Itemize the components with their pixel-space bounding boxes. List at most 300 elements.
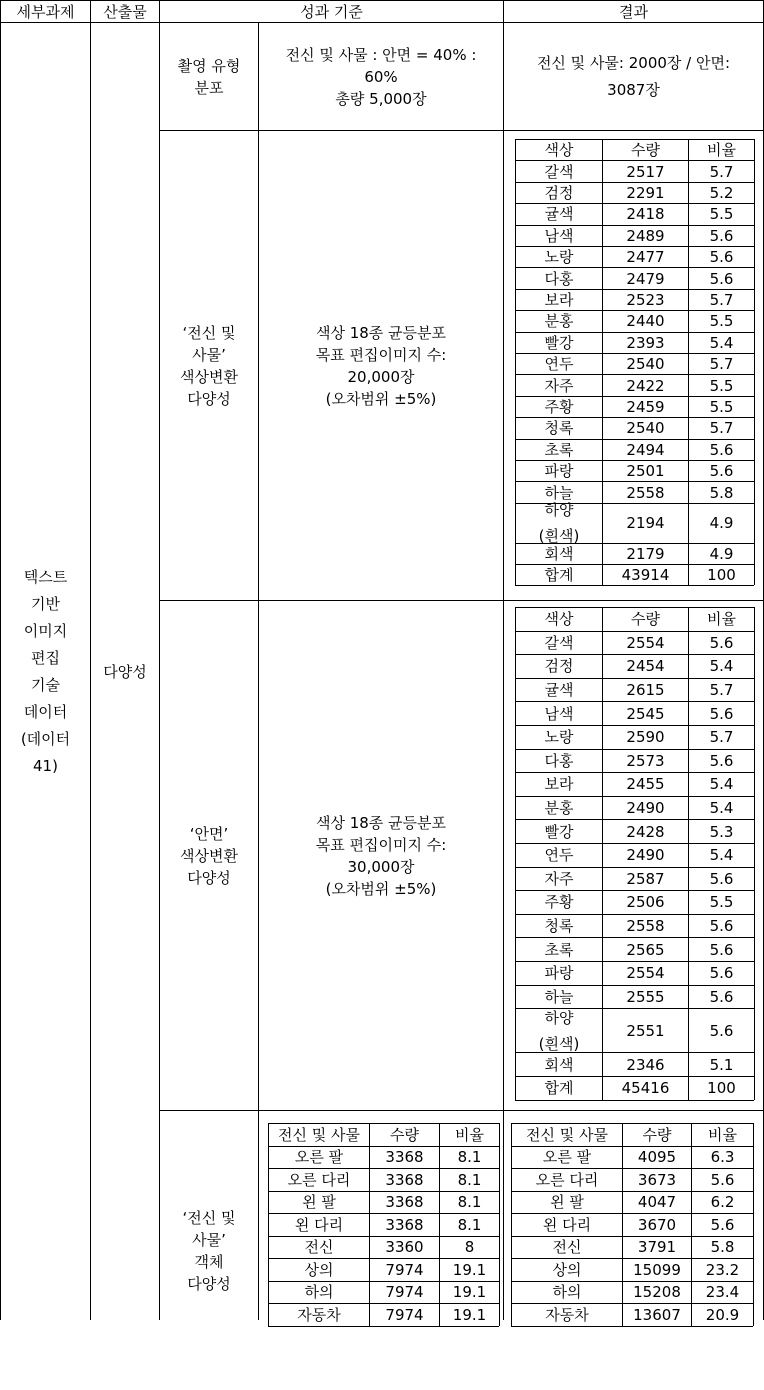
item-line: 사물’: [192, 1230, 226, 1249]
table-cell: [512, 1192, 622, 1214]
table-cell: [440, 1214, 499, 1236]
header-task: 세부과제: [16, 3, 75, 21]
cell-text: 43914: [621, 566, 670, 585]
task-line: (데이터: [20, 729, 71, 748]
table-cell: [689, 375, 754, 395]
table-cell: [516, 655, 602, 678]
cell-text: 5.6: [709, 269, 734, 288]
table-cell: [370, 1282, 439, 1304]
task-line: 이미지: [23, 621, 68, 640]
cell-text: 2459: [626, 397, 665, 416]
row1-result: [504, 23, 763, 130]
item-line: 객체: [194, 1252, 224, 1271]
table-cell: [603, 418, 688, 438]
table-cell: [692, 1237, 753, 1259]
table-cell: [603, 247, 688, 267]
cell-text: 갈색: [544, 633, 574, 652]
criteria-line: (오차범위 ±5%): [325, 879, 437, 898]
table-cell: [370, 1214, 439, 1236]
cell-text: 5.4: [709, 799, 734, 818]
table-cell: [516, 1077, 602, 1100]
table-cell: [516, 820, 602, 843]
table-cell: [689, 938, 754, 961]
table-cell: [689, 461, 754, 481]
cell-text: 2194: [626, 514, 665, 533]
cell-text: 상의: [552, 1260, 582, 1279]
cell-text: 색상: [544, 610, 574, 629]
table-cell: [623, 1214, 691, 1236]
table-cell: [603, 482, 688, 502]
cell-text: 오른 팔: [542, 1148, 592, 1167]
cell-text: 7974: [385, 1260, 424, 1279]
cell-text: 4.9: [709, 514, 734, 533]
task-line: 데이터: [23, 702, 68, 721]
cell-text: 2490: [626, 846, 665, 865]
cell-text: 초록: [544, 440, 574, 459]
cell-text: 5.6: [709, 704, 734, 723]
cell-text: 노랑: [544, 728, 574, 747]
table-cell: [689, 311, 754, 331]
cell-text: 13607: [633, 1305, 681, 1324]
table-cell: [603, 565, 688, 585]
color-table-body: [515, 139, 754, 585]
cell-text: 3368: [385, 1193, 424, 1212]
table-cell: [440, 1237, 499, 1259]
table-cell: [603, 311, 688, 331]
criteria-line: 목표 편집이미지 수:: [315, 345, 447, 364]
item-line: 다양성: [187, 868, 231, 887]
item-line: 다양성: [187, 389, 231, 408]
cell-text: 하양: [544, 501, 574, 520]
cell-text: 5.7: [709, 162, 734, 181]
cell-text: 전신: [552, 1238, 582, 1257]
cell-text: 3368: [385, 1148, 424, 1167]
table-cell: [516, 418, 602, 438]
cell-text: 6.2: [710, 1193, 735, 1212]
cell-text: 5.7: [709, 290, 734, 309]
table-cell: [692, 1147, 753, 1169]
table-cell: [512, 1169, 622, 1191]
table-cell: [689, 962, 754, 985]
table-cell: [603, 726, 688, 749]
table-cell: [623, 1304, 691, 1326]
table-header-cell: [370, 1124, 439, 1146]
cell-text: 5.8: [709, 483, 734, 502]
table-cell: [689, 183, 754, 203]
table-header-cell: [689, 608, 754, 631]
table-cell: [689, 655, 754, 678]
cell-text: 5.7: [709, 728, 734, 747]
table-cell: [689, 986, 754, 1009]
table-cell: [516, 311, 602, 331]
table-cell: [516, 891, 602, 914]
table-cell: [370, 1259, 439, 1281]
table-cell: [269, 1169, 369, 1191]
table-cell: [269, 1304, 369, 1326]
table-header-cell: [516, 140, 602, 160]
grid-line: [511, 1326, 753, 1327]
table-cell: [692, 1259, 753, 1281]
table-cell: [689, 891, 754, 914]
cell-text: 2523: [626, 290, 665, 309]
table-cell: [516, 632, 602, 655]
object-target-table: [268, 1123, 499, 1326]
cell-text: 5.6: [710, 1170, 735, 1189]
cell-text: 수량: [631, 610, 660, 629]
table-cell: [689, 679, 754, 702]
cell-text: 4.9: [709, 544, 734, 563]
grid-line: [753, 1123, 754, 1326]
cell-text: 5.7: [709, 355, 734, 374]
table-cell: [512, 1304, 622, 1326]
cell-text: 5.6: [709, 987, 734, 1006]
cell-text: 하늘: [544, 483, 574, 502]
table-cell: [689, 915, 754, 938]
table-cell: [516, 868, 602, 891]
table-cell: [692, 1304, 753, 1326]
table-cell: [512, 1237, 622, 1259]
table-cell: [516, 773, 602, 796]
table-cell: [516, 204, 602, 224]
table-cell: [603, 375, 688, 395]
cell-text: 파랑: [544, 462, 574, 481]
table-header-cell: [692, 1124, 753, 1146]
table-cell: [689, 565, 754, 585]
table-cell: [603, 797, 688, 820]
cell-text: 7974: [385, 1305, 424, 1324]
cell-text: 5.7: [709, 681, 734, 700]
item-line: 색상변환: [180, 846, 238, 865]
table-cell: [689, 1009, 754, 1052]
cell-text: 3360: [385, 1238, 424, 1257]
cell-text: 5.4: [709, 775, 734, 794]
table-cell: [516, 565, 602, 585]
cell-text: 100: [707, 566, 736, 585]
table-cell: [603, 544, 688, 564]
task-name: [1, 23, 90, 1320]
cell-text: 5.4: [709, 333, 734, 352]
cell-text: 2555: [626, 987, 665, 1006]
table-cell: [516, 844, 602, 867]
cell-text: 5.5: [709, 893, 734, 912]
item-line: ‘전신 및: [182, 1208, 236, 1227]
cell-text: 회색: [544, 544, 574, 563]
cell-text: 2554: [626, 633, 665, 652]
table-cell: [516, 461, 602, 481]
cell-text: 2501: [626, 462, 665, 481]
cell-text: 2489: [626, 226, 665, 245]
cell-text: 2428: [626, 822, 665, 841]
cell-text: 오른 팔: [294, 1148, 344, 1167]
table-cell: [603, 679, 688, 702]
table-cell: [689, 482, 754, 502]
table-cell: [603, 820, 688, 843]
cell-text: 자동차: [545, 1305, 589, 1324]
row2-criteria: [259, 131, 503, 600]
table-cell: [603, 333, 688, 353]
table-cell: [370, 1237, 439, 1259]
cell-text: 2455: [626, 775, 665, 794]
header-criteria: 성과 기준: [300, 3, 363, 21]
table-cell: [603, 226, 688, 246]
table-cell: [370, 1147, 439, 1169]
table-cell: [603, 183, 688, 203]
color-table-face: [515, 607, 754, 1100]
cell-text: 2506: [626, 893, 665, 912]
cell-text: 빨강: [544, 333, 574, 352]
table-header-cell: [603, 140, 688, 160]
cell-text: 다홍: [544, 269, 574, 288]
table-cell: [603, 702, 688, 725]
cell-text: 하늘: [544, 987, 574, 1006]
table-cell: [689, 820, 754, 843]
cell-text: 5.6: [709, 462, 734, 481]
cell-text: 왼 다리: [542, 1215, 592, 1234]
cell-text: 5.5: [709, 397, 734, 416]
item-line: ‘전신 및: [182, 323, 236, 342]
table-cell: [689, 333, 754, 353]
table-cell: [603, 461, 688, 481]
table-cell: [440, 1192, 499, 1214]
table-cell: [689, 797, 754, 820]
table-cell: [689, 397, 754, 417]
cell-text: 5.6: [709, 440, 734, 459]
cell-text: 23.2: [705, 1260, 740, 1279]
criteria-line: 색상 18종 균등분포: [315, 323, 447, 342]
grid-line: [754, 139, 755, 585]
grid-line: [268, 1326, 499, 1327]
cell-text: 귤색: [544, 205, 574, 224]
cell-text: 2540: [626, 419, 665, 438]
table-cell: [516, 726, 602, 749]
cell-text: 자주: [544, 376, 574, 395]
table-header-cell: [603, 608, 688, 631]
table-cell: [516, 161, 602, 181]
cell-text: 2615: [626, 681, 665, 700]
cell-text: 회색: [544, 1055, 574, 1074]
cell-text: 15099: [633, 1260, 681, 1279]
cell-text: 5.4: [709, 657, 734, 676]
table-cell: [603, 504, 688, 543]
cell-text: 15208: [633, 1283, 681, 1302]
cell-text: 검정: [544, 183, 574, 202]
table-cell: [623, 1259, 691, 1281]
cell-text: 5.6: [709, 964, 734, 983]
cell-text: 5.6: [709, 869, 734, 888]
table-cell: [689, 1053, 754, 1076]
cell-text: 검정: [544, 657, 574, 676]
table-cell: [603, 204, 688, 224]
cell-text: 2558: [626, 483, 665, 502]
cell-text: (흰색): [538, 527, 580, 546]
table-cell: [689, 268, 754, 288]
table-cell: [440, 1304, 499, 1326]
header-result: 결과: [619, 3, 648, 21]
cell-text: 빨강: [544, 822, 574, 841]
cell-text: 초록: [544, 940, 574, 959]
table-cell: [370, 1169, 439, 1191]
cell-text: 8.1: [457, 1215, 482, 1234]
cell-text: 2454: [626, 657, 665, 676]
cell-text: 5.6: [709, 226, 734, 245]
table-cell: [689, 226, 754, 246]
cell-text: 6.3: [710, 1148, 735, 1167]
table-cell: [603, 986, 688, 1009]
cell-text: 2346: [626, 1055, 665, 1074]
cell-text: 연두: [544, 846, 574, 865]
table-cell: [603, 1053, 688, 1076]
cell-text: 상의: [304, 1260, 334, 1279]
table-cell: [516, 226, 602, 246]
cell-text: 5.6: [709, 917, 734, 936]
output-name: [91, 23, 159, 1320]
cell-text: 45416: [621, 1079, 670, 1098]
row1-criteria: [259, 23, 503, 130]
table-cell: [516, 962, 602, 985]
cell-text: 분홍: [544, 799, 574, 818]
table-header-cell: [516, 608, 602, 631]
cell-text: 자동차: [297, 1305, 341, 1324]
cell-text: 다홍: [544, 751, 574, 770]
object-result-table: [511, 1123, 753, 1326]
cell-text: 연두: [544, 355, 574, 374]
table-cell: [269, 1259, 369, 1281]
table-cell: [689, 632, 754, 655]
cell-text: 5.5: [709, 205, 734, 224]
table-cell: [689, 544, 754, 564]
table-cell: [269, 1147, 369, 1169]
cell-text: 3791: [637, 1238, 677, 1257]
table-cell: [516, 501, 602, 546]
cell-text: 하의: [552, 1283, 582, 1302]
cell-text: 5.4: [709, 846, 734, 865]
cell-text: 5.5: [709, 312, 734, 331]
table-cell: [603, 868, 688, 891]
table-header-cell: [689, 140, 754, 160]
table-cell: [516, 702, 602, 725]
cell-text: 2477: [626, 248, 665, 267]
task-line: 기반: [31, 594, 60, 613]
cell-text: 전신 및 사물: [278, 1125, 360, 1144]
table-cell: [516, 354, 602, 374]
table-cell: [516, 797, 602, 820]
table-cell: [440, 1282, 499, 1304]
table-cell: [689, 247, 754, 267]
cell-text: 5.6: [709, 940, 734, 959]
table-cell: [603, 290, 688, 310]
table-cell: [516, 268, 602, 288]
table-cell: [689, 440, 754, 460]
cell-text: 비율: [455, 1125, 484, 1144]
table-header-cell: [269, 1124, 369, 1146]
table-cell: [603, 1077, 688, 1100]
table-cell: [623, 1169, 691, 1191]
item-line: 촬영 유형: [177, 56, 241, 75]
cell-text: 4095: [637, 1148, 677, 1167]
table-cell: [440, 1259, 499, 1281]
table-cell: [623, 1147, 691, 1169]
cell-text: 2422: [626, 376, 665, 395]
cell-text: 5.6: [710, 1215, 735, 1234]
table-cell: [516, 544, 602, 564]
cell-text: 100: [707, 1079, 736, 1098]
table-cell: [603, 962, 688, 985]
cell-text: 19.1: [452, 1283, 487, 1302]
cell-text: 4047: [637, 1193, 677, 1212]
table-cell: [603, 938, 688, 961]
cell-text: 5.3: [709, 822, 734, 841]
cell-text: 2551: [626, 1021, 665, 1040]
cell-text: 2393: [626, 333, 665, 352]
cell-text: 귤색: [544, 681, 574, 700]
table-cell: [512, 1259, 622, 1281]
row4-item: [160, 1111, 258, 1390]
cell-text: 2565: [626, 940, 665, 959]
table-cell: [689, 504, 754, 543]
criteria-line: 60%: [364, 67, 398, 86]
table-cell: [689, 868, 754, 891]
cell-text: 2418: [626, 205, 665, 224]
cell-text: 2440: [626, 312, 665, 331]
table-cell: [603, 632, 688, 655]
cell-text: 5.6: [709, 751, 734, 770]
header-output: 산출물: [103, 3, 147, 21]
table-cell: [516, 333, 602, 353]
table-cell: [623, 1192, 691, 1214]
table-cell: [603, 161, 688, 181]
cell-text: 2590: [626, 728, 665, 747]
output-label: 다양성: [103, 662, 147, 681]
cell-text: 5.6: [709, 1021, 734, 1040]
cell-text: 23.4: [705, 1283, 740, 1302]
cell-text: 2540: [626, 355, 665, 374]
table-cell: [689, 702, 754, 725]
table-cell: [603, 844, 688, 867]
table-cell: [516, 183, 602, 203]
task-line: 편집: [31, 648, 60, 667]
item-line: 사물’: [192, 345, 226, 364]
result-line: 3087장: [607, 80, 660, 99]
task-line: 텍스트: [23, 567, 68, 586]
table-cell: [689, 418, 754, 438]
cell-text: 주황: [544, 397, 574, 416]
row3-criteria: [259, 601, 503, 1110]
cell-text: 2494: [626, 440, 665, 459]
task-line: 41): [33, 756, 58, 775]
cell-text: 하의: [304, 1283, 334, 1302]
cell-text: 전신 및 사물: [526, 1125, 608, 1144]
cell-text: 2573: [626, 751, 665, 770]
cell-text: 2479: [626, 269, 665, 288]
cell-text: 5.2: [709, 183, 734, 202]
cell-text: 남색: [544, 226, 574, 245]
cell-text: 5.1: [709, 1055, 734, 1074]
table-cell: [692, 1214, 753, 1236]
table-cell: [689, 161, 754, 181]
item-line: 분포: [194, 78, 224, 97]
table-cell: [516, 750, 602, 773]
cell-text: 비율: [708, 1125, 737, 1144]
cell-text: 2558: [626, 917, 665, 936]
table-cell: [689, 844, 754, 867]
table-cell: [689, 726, 754, 749]
table-cell: [603, 891, 688, 914]
cell-text: 5.5: [709, 376, 734, 395]
cell-text: 하양: [544, 1008, 574, 1027]
cell-text: 합계: [544, 1079, 574, 1098]
cell-text: 전신: [304, 1238, 334, 1257]
cell-text: 수량: [390, 1125, 419, 1144]
